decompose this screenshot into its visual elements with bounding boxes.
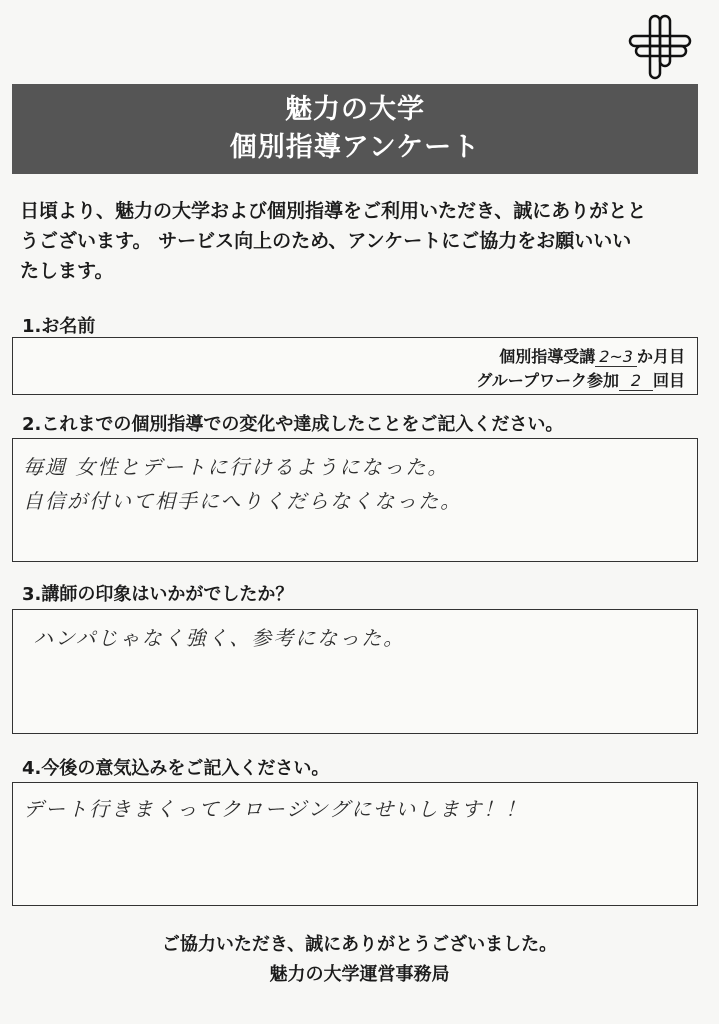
- intro-line-1: 日頃より、魅力の大学および個別指導をご利用いただき、誠にありがとと: [20, 200, 647, 222]
- section-3-heading: 3.講師の印象はいかがでしたか？: [22, 584, 294, 605]
- changes-answer-line-2: 自信が付いて相手にへりくだらなくなった。: [23, 489, 463, 513]
- intro-text: [20, 196, 700, 286]
- name-box[interactable]: [12, 337, 698, 395]
- title-line-1: 魅力の大学: [285, 94, 425, 125]
- intro-line-3: たします。: [20, 260, 114, 282]
- footer: [0, 930, 719, 990]
- motivation-answer-line-1: デート行きまくってクロージングにせいします！！: [23, 797, 528, 821]
- group-work-count: [476, 368, 685, 391]
- counselling-months-label: 個別指導受講: [499, 347, 596, 366]
- section-1-heading: 1.お名前: [22, 316, 96, 337]
- impression-answer-box[interactable]: [12, 609, 698, 734]
- footer-thanks: ご協力いただき、誠にありがとうございました。: [161, 934, 558, 955]
- intro-line-2: うございます。 サービス向上のため、アンケートにご協力をお願いいい: [20, 230, 632, 252]
- counselling-months-value: 2~3: [595, 347, 637, 367]
- title-banner: [12, 84, 698, 174]
- counselling-months: [499, 344, 685, 367]
- section-2-heading: 2.これまでの個別指導での変化や達成したことをご記入ください。: [22, 414, 564, 435]
- footer-office: 魅力の大学運営事務局: [269, 964, 450, 985]
- changes-answer-line-1: 毎週 女性とデートに行けるようになった。: [23, 455, 450, 479]
- title-line-2: 個別指導アンケート: [229, 132, 481, 163]
- group-work-suffix: 回目: [652, 371, 685, 390]
- counselling-months-suffix: か月目: [636, 347, 685, 366]
- group-work-value: 2: [619, 371, 653, 391]
- section-4-heading: 4.今後の意気込みをご記入ください。: [22, 758, 330, 779]
- motivation-answer-box[interactable]: [12, 782, 698, 906]
- cross-logo-icon: [628, 14, 692, 80]
- impression-answer-line-1: ハンパじゃなく強く、参考になった。: [33, 626, 406, 650]
- changes-answer-box[interactable]: [12, 438, 698, 562]
- group-work-label: グループワーク参加: [476, 371, 619, 390]
